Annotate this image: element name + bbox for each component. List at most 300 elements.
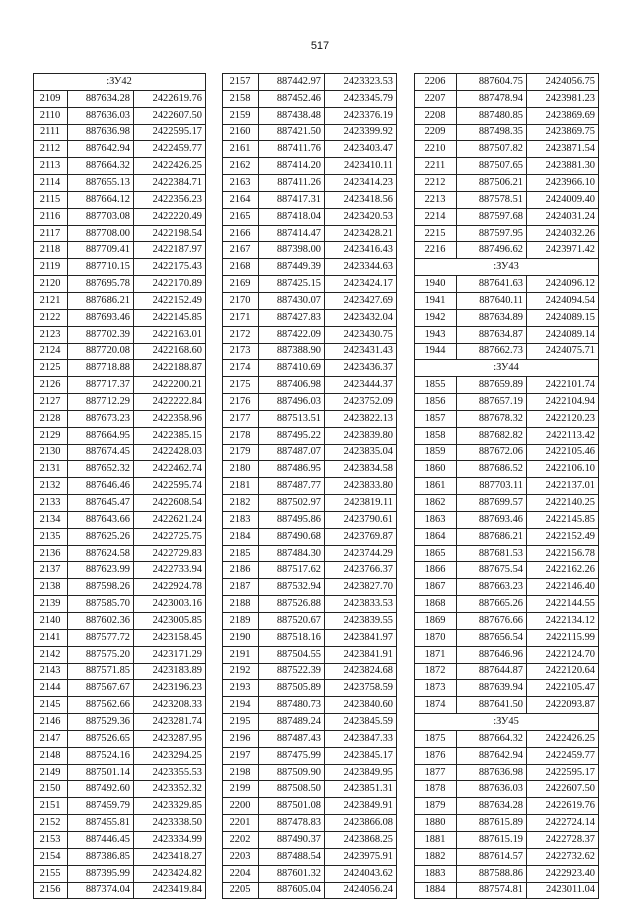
- table-row: [415, 680, 599, 697]
- x-coordinate-cell: 887703.11: [457, 478, 527, 495]
- table-row: [415, 848, 599, 865]
- y-coordinate-cell: 2423840.60: [325, 697, 397, 714]
- table-row: [223, 427, 397, 444]
- y-coordinate-cell: 2423338.50: [134, 815, 206, 832]
- table-row: [34, 680, 206, 697]
- y-coordinate-cell: 2422137.01: [527, 478, 599, 495]
- point-number-cell: 2196: [223, 730, 259, 747]
- point-number-cell: 2151: [34, 798, 68, 815]
- y-coordinate-cell: 2423835.04: [325, 444, 397, 461]
- table-row: [415, 124, 599, 141]
- table-row: [415, 461, 599, 478]
- y-coordinate-cell: 2422619.76: [527, 798, 599, 815]
- point-number-cell: 2171: [223, 309, 259, 326]
- x-coordinate-cell: 887524.16: [68, 747, 134, 764]
- coordinates-table-1: [33, 73, 206, 899]
- y-coordinate-cell: 2422152.49: [134, 292, 206, 309]
- x-coordinate-cell: 887459.79: [68, 798, 134, 815]
- x-coordinate-cell: 887665.26: [457, 596, 527, 613]
- point-number-cell: 2149: [34, 764, 68, 781]
- table-row: [223, 865, 397, 882]
- y-coordinate-cell: 2422222.84: [134, 394, 206, 411]
- y-coordinate-cell: 2424089.14: [527, 326, 599, 343]
- x-coordinate-cell: 887526.88: [259, 596, 325, 613]
- y-coordinate-cell: 2423851.31: [325, 781, 397, 798]
- table-row: [34, 697, 206, 714]
- y-coordinate-cell: 2422725.75: [134, 528, 206, 545]
- point-number-cell: 2185: [223, 545, 259, 562]
- x-coordinate-cell: 887487.43: [259, 730, 325, 747]
- table-row: [34, 730, 206, 747]
- y-coordinate-cell: 2422595.17: [134, 124, 206, 141]
- page-number: 517: [310, 40, 330, 52]
- x-coordinate-cell: 887624.58: [68, 545, 134, 562]
- table-row: [415, 629, 599, 646]
- x-coordinate-cell: 887652.32: [68, 461, 134, 478]
- table-row: [223, 882, 397, 899]
- x-coordinate-cell: 887505.89: [259, 680, 325, 697]
- y-coordinate-cell: 2422120.23: [527, 410, 599, 427]
- point-number-cell: 2147: [34, 730, 68, 747]
- table-row: [34, 478, 206, 495]
- x-coordinate-cell: 887496.62: [457, 242, 527, 259]
- table-row: [223, 444, 397, 461]
- y-coordinate-cell: 2422115.99: [527, 629, 599, 646]
- point-number-cell: 1884: [415, 882, 457, 899]
- table-row: [415, 562, 599, 579]
- y-coordinate-cell: 2422105.46: [527, 444, 599, 461]
- y-coordinate-cell: 2423287.95: [134, 730, 206, 747]
- table-row: [34, 158, 206, 175]
- y-coordinate-cell: 2423869.69: [527, 107, 599, 124]
- y-coordinate-cell: 2423841.97: [325, 629, 397, 646]
- y-coordinate-cell: 2423430.75: [325, 326, 397, 343]
- parcel-label: :ЗУ44: [415, 360, 599, 377]
- y-coordinate-cell: 2422608.54: [134, 495, 206, 512]
- y-coordinate-cell: 2422459.77: [134, 141, 206, 158]
- point-number-cell: 2155: [34, 865, 68, 882]
- y-coordinate-cell: 2423881.30: [527, 158, 599, 175]
- x-coordinate-cell: 887712.29: [68, 394, 134, 411]
- x-coordinate-cell: 887574.81: [457, 882, 527, 899]
- table-row: [34, 511, 206, 528]
- y-coordinate-cell: 2423424.17: [325, 276, 397, 293]
- point-number-cell: 2180: [223, 461, 259, 478]
- point-number-cell: 1943: [415, 326, 457, 343]
- y-coordinate-cell: 2423418.56: [325, 191, 397, 208]
- y-coordinate-cell: 2423769.87: [325, 528, 397, 545]
- table-row: [34, 865, 206, 882]
- table-row: [223, 377, 397, 394]
- y-coordinate-cell: 2423183.89: [134, 663, 206, 680]
- y-coordinate-cell: 2424056.24: [325, 882, 397, 899]
- table-row: [415, 242, 599, 259]
- point-number-cell: 1856: [415, 394, 457, 411]
- table-row: [223, 276, 397, 293]
- y-coordinate-cell: 2423419.84: [134, 882, 206, 899]
- y-coordinate-cell: 2423866.08: [325, 815, 397, 832]
- y-coordinate-cell: 2423294.25: [134, 747, 206, 764]
- table-row: [223, 478, 397, 495]
- y-coordinate-cell: 2422145.85: [134, 309, 206, 326]
- point-number-cell: 2125: [34, 360, 68, 377]
- table-row: [415, 276, 599, 293]
- y-coordinate-cell: 2423403.47: [325, 141, 397, 158]
- table-row: [415, 444, 599, 461]
- x-coordinate-cell: 887646.46: [68, 478, 134, 495]
- table-row: [223, 343, 397, 360]
- table-row: [415, 495, 599, 512]
- y-coordinate-cell: 2423428.21: [325, 225, 397, 242]
- table-row: [223, 697, 397, 714]
- x-coordinate-cell: 887501.14: [68, 764, 134, 781]
- x-coordinate-cell: 887422.09: [259, 326, 325, 343]
- x-coordinate-cell: 887708.00: [68, 225, 134, 242]
- y-coordinate-cell: 2424056.75: [527, 74, 599, 91]
- x-coordinate-cell: 887588.86: [457, 865, 527, 882]
- point-number-cell: 2184: [223, 528, 259, 545]
- point-number-cell: 1860: [415, 461, 457, 478]
- y-coordinate-cell: 2423849.91: [325, 798, 397, 815]
- point-number-cell: 2189: [223, 613, 259, 630]
- point-number-cell: 1881: [415, 831, 457, 848]
- table-row: [415, 410, 599, 427]
- table-row: [415, 747, 599, 764]
- x-coordinate-cell: 887601.32: [259, 865, 325, 882]
- x-coordinate-cell: 887417.31: [259, 191, 325, 208]
- point-number-cell: 2119: [34, 259, 68, 276]
- point-number-cell: 2159: [223, 107, 259, 124]
- y-coordinate-cell: 2422621.24: [134, 511, 206, 528]
- table-row: [223, 225, 397, 242]
- point-number-cell: 1861: [415, 478, 457, 495]
- point-number-cell: 1873: [415, 680, 457, 697]
- y-coordinate-cell: 2423827.70: [325, 579, 397, 596]
- y-coordinate-cell: 2423839.80: [325, 427, 397, 444]
- table-row: [34, 882, 206, 899]
- table-row: [415, 158, 599, 175]
- y-coordinate-cell: 2422356.23: [134, 191, 206, 208]
- parcel-label: :ЗУ42: [34, 74, 206, 91]
- point-number-cell: 2114: [34, 175, 68, 192]
- y-coordinate-cell: 2422101.74: [527, 377, 599, 394]
- table-row: [34, 815, 206, 832]
- y-coordinate-cell: 2423766.37: [325, 562, 397, 579]
- point-number-cell: 2213: [415, 191, 457, 208]
- y-coordinate-cell: 2423839.55: [325, 613, 397, 630]
- y-coordinate-cell: 2424096.12: [527, 276, 599, 293]
- y-coordinate-cell: 2423420.53: [325, 208, 397, 225]
- table-row: [415, 478, 599, 495]
- y-coordinate-cell: 2422105.47: [527, 680, 599, 697]
- table-row: [223, 680, 397, 697]
- y-coordinate-cell: 2423444.37: [325, 377, 397, 394]
- y-coordinate-cell: 2423841.91: [325, 646, 397, 663]
- x-coordinate-cell: 887410.69: [259, 360, 325, 377]
- y-coordinate-cell: 2423871.54: [527, 141, 599, 158]
- y-coordinate-cell: 2424032.26: [527, 225, 599, 242]
- point-number-cell: 2176: [223, 394, 259, 411]
- table-row: [34, 562, 206, 579]
- table-row: [34, 764, 206, 781]
- y-coordinate-cell: 2423431.43: [325, 343, 397, 360]
- x-coordinate-cell: 887710.15: [68, 259, 134, 276]
- table-row: [223, 309, 397, 326]
- table-row: [223, 107, 397, 124]
- coordinates-table-3: [414, 73, 599, 899]
- table-row: [34, 427, 206, 444]
- point-number-cell: 2111: [34, 124, 68, 141]
- table-row: [223, 158, 397, 175]
- table-row: [223, 360, 397, 377]
- y-coordinate-cell: 2422595.17: [527, 764, 599, 781]
- x-coordinate-cell: 887641.50: [457, 697, 527, 714]
- table-row: [223, 798, 397, 815]
- y-coordinate-cell: 2423758.59: [325, 680, 397, 697]
- point-number-cell: 2130: [34, 444, 68, 461]
- x-coordinate-cell: 887438.48: [259, 107, 325, 124]
- x-coordinate-cell: 887496.03: [259, 394, 325, 411]
- point-number-cell: 2188: [223, 596, 259, 613]
- table-row: [34, 798, 206, 815]
- point-number-cell: 2145: [34, 697, 68, 714]
- table-row: [223, 730, 397, 747]
- point-number-cell: 2187: [223, 579, 259, 596]
- table-row: [415, 74, 599, 91]
- x-coordinate-cell: 887498.35: [457, 124, 527, 141]
- point-number-cell: 2134: [34, 511, 68, 528]
- table-row: [223, 511, 397, 528]
- y-coordinate-cell: 2423824.68: [325, 663, 397, 680]
- y-coordinate-cell: 2422198.54: [134, 225, 206, 242]
- y-coordinate-cell: 2423981.23: [527, 90, 599, 107]
- x-coordinate-cell: 887645.47: [68, 495, 134, 512]
- x-coordinate-cell: 887490.68: [259, 528, 325, 545]
- point-number-cell: 1878: [415, 781, 457, 798]
- table-row: [415, 882, 599, 899]
- point-number-cell: 1870: [415, 629, 457, 646]
- x-coordinate-cell: 887517.62: [259, 562, 325, 579]
- x-coordinate-cell: 887640.11: [457, 292, 527, 309]
- table-row: [415, 208, 599, 225]
- x-coordinate-cell: 887598.26: [68, 579, 134, 596]
- point-number-cell: 2121: [34, 292, 68, 309]
- point-number-cell: 1859: [415, 444, 457, 461]
- point-number-cell: 2190: [223, 629, 259, 646]
- point-number-cell: 2123: [34, 326, 68, 343]
- y-coordinate-cell: 2424043.62: [325, 865, 397, 882]
- y-coordinate-cell: 2422120.64: [527, 663, 599, 680]
- x-coordinate-cell: 887488.54: [259, 848, 325, 865]
- x-coordinate-cell: 887501.08: [259, 798, 325, 815]
- parcel-header-row: [415, 360, 599, 377]
- point-number-cell: 2116: [34, 208, 68, 225]
- y-coordinate-cell: 2422595.74: [134, 478, 206, 495]
- y-coordinate-cell: 2422113.42: [527, 427, 599, 444]
- y-coordinate-cell: 2424089.15: [527, 309, 599, 326]
- x-coordinate-cell: 887480.85: [457, 107, 527, 124]
- x-coordinate-cell: 887699.57: [457, 495, 527, 512]
- y-coordinate-cell: 2422200.21: [134, 377, 206, 394]
- table-row: [34, 714, 206, 731]
- y-coordinate-cell: 2422093.87: [527, 697, 599, 714]
- x-coordinate-cell: 887398.00: [259, 242, 325, 259]
- table-row: [415, 528, 599, 545]
- point-number-cell: 2200: [223, 798, 259, 815]
- table-row: [34, 242, 206, 259]
- point-number-cell: 2211: [415, 158, 457, 175]
- y-coordinate-cell: 2422426.25: [134, 158, 206, 175]
- y-coordinate-cell: 2423329.85: [134, 798, 206, 815]
- point-number-cell: 2137: [34, 562, 68, 579]
- table-row: [223, 394, 397, 411]
- table-row: [223, 764, 397, 781]
- table-row: [223, 124, 397, 141]
- x-coordinate-cell: 887374.04: [68, 882, 134, 899]
- point-number-cell: 1855: [415, 377, 457, 394]
- parcel-header-row: [415, 714, 599, 731]
- x-coordinate-cell: 887664.32: [457, 730, 527, 747]
- x-coordinate-cell: 887605.04: [259, 882, 325, 899]
- y-coordinate-cell: 2423410.11: [325, 158, 397, 175]
- x-coordinate-cell: 887693.46: [68, 309, 134, 326]
- x-coordinate-cell: 887585.70: [68, 596, 134, 613]
- y-coordinate-cell: 2423196.23: [134, 680, 206, 697]
- x-coordinate-cell: 887442.97: [259, 74, 325, 91]
- y-coordinate-cell: 2422146.40: [527, 579, 599, 596]
- y-coordinate-cell: 2422124.70: [527, 646, 599, 663]
- table-row: [223, 815, 397, 832]
- table-row: [415, 175, 599, 192]
- coordinates-table-2: [222, 73, 397, 899]
- table-row: [34, 596, 206, 613]
- y-coordinate-cell: 2423323.53: [325, 74, 397, 91]
- point-number-cell: 2169: [223, 276, 259, 293]
- y-coordinate-cell: 2422619.76: [134, 90, 206, 107]
- x-coordinate-cell: 887518.16: [259, 629, 325, 646]
- y-coordinate-cell: 2423833.53: [325, 596, 397, 613]
- parcel-label: :ЗУ45: [415, 714, 599, 731]
- x-coordinate-cell: 887718.88: [68, 360, 134, 377]
- table-row: [415, 90, 599, 107]
- table-row: [415, 646, 599, 663]
- point-number-cell: 2163: [223, 175, 259, 192]
- point-number-cell: 2203: [223, 848, 259, 865]
- table-row: [34, 663, 206, 680]
- point-number-cell: 2191: [223, 646, 259, 663]
- y-coordinate-cell: 2422156.78: [527, 545, 599, 562]
- point-number-cell: 2209: [415, 124, 457, 141]
- table-row: [223, 74, 397, 91]
- x-coordinate-cell: 887509.90: [259, 764, 325, 781]
- x-coordinate-cell: 887676.66: [457, 613, 527, 630]
- x-coordinate-cell: 887495.86: [259, 511, 325, 528]
- table-row: [415, 798, 599, 815]
- x-coordinate-cell: 887486.95: [259, 461, 325, 478]
- y-coordinate-cell: 2422385.15: [134, 427, 206, 444]
- point-number-cell: 1882: [415, 848, 457, 865]
- x-coordinate-cell: 887446.45: [68, 831, 134, 848]
- x-coordinate-cell: 887567.67: [68, 680, 134, 697]
- x-coordinate-cell: 887709.41: [68, 242, 134, 259]
- x-coordinate-cell: 887720.08: [68, 343, 134, 360]
- point-number-cell: 1858: [415, 427, 457, 444]
- y-coordinate-cell: 2422732.62: [527, 848, 599, 865]
- table-row: [34, 781, 206, 798]
- point-number-cell: 2199: [223, 781, 259, 798]
- point-number-cell: 2117: [34, 225, 68, 242]
- y-coordinate-cell: 2422607.50: [527, 781, 599, 798]
- point-number-cell: 2194: [223, 697, 259, 714]
- y-coordinate-cell: 2422459.77: [527, 747, 599, 764]
- table-row: [223, 191, 397, 208]
- y-coordinate-cell: 2423744.29: [325, 545, 397, 562]
- y-coordinate-cell: 2423416.43: [325, 242, 397, 259]
- y-coordinate-cell: 2423352.32: [134, 781, 206, 798]
- y-coordinate-cell: 2422384.71: [134, 175, 206, 192]
- x-coordinate-cell: 887504.55: [259, 646, 325, 663]
- point-number-cell: 2129: [34, 427, 68, 444]
- x-coordinate-cell: 887406.98: [259, 377, 325, 394]
- point-number-cell: 1941: [415, 292, 457, 309]
- y-coordinate-cell: 2422145.85: [527, 511, 599, 528]
- table-row: [34, 444, 206, 461]
- x-coordinate-cell: 887695.78: [68, 276, 134, 293]
- point-number-cell: 2141: [34, 629, 68, 646]
- x-coordinate-cell: 887642.94: [68, 141, 134, 158]
- table-row: [223, 292, 397, 309]
- y-coordinate-cell: 2423436.37: [325, 360, 397, 377]
- table-row: [223, 461, 397, 478]
- x-coordinate-cell: 887529.36: [68, 714, 134, 731]
- x-coordinate-cell: 887636.03: [68, 107, 134, 124]
- point-number-cell: 2115: [34, 191, 68, 208]
- point-number-cell: 2210: [415, 141, 457, 158]
- table-row: [34, 208, 206, 225]
- point-number-cell: 1871: [415, 646, 457, 663]
- y-coordinate-cell: 2423790.61: [325, 511, 397, 528]
- table-row: [223, 545, 397, 562]
- x-coordinate-cell: 887656.54: [457, 629, 527, 646]
- table-row: [223, 175, 397, 192]
- y-coordinate-cell: 2423418.27: [134, 848, 206, 865]
- x-coordinate-cell: 887455.81: [68, 815, 134, 832]
- x-coordinate-cell: 887717.37: [68, 377, 134, 394]
- point-number-cell: 2215: [415, 225, 457, 242]
- table-row: [415, 394, 599, 411]
- x-coordinate-cell: 887634.89: [457, 309, 527, 326]
- x-coordinate-cell: 887495.22: [259, 427, 325, 444]
- point-number-cell: 2132: [34, 478, 68, 495]
- point-number-cell: 2112: [34, 141, 68, 158]
- table-row: [415, 377, 599, 394]
- x-coordinate-cell: 887625.26: [68, 528, 134, 545]
- y-coordinate-cell: 2423345.79: [325, 90, 397, 107]
- point-number-cell: 1864: [415, 528, 457, 545]
- table-row: [34, 141, 206, 158]
- y-coordinate-cell: 2423414.23: [325, 175, 397, 192]
- y-coordinate-cell: 2423822.13: [325, 410, 397, 427]
- x-coordinate-cell: 887487.07: [259, 444, 325, 461]
- table-row: [34, 394, 206, 411]
- table-row: [223, 141, 397, 158]
- point-number-cell: 2152: [34, 815, 68, 832]
- table-row: [34, 124, 206, 141]
- point-number-cell: 2161: [223, 141, 259, 158]
- x-coordinate-cell: 887386.85: [68, 848, 134, 865]
- y-coordinate-cell: 2423399.92: [325, 124, 397, 141]
- y-coordinate-cell: 2422729.83: [134, 545, 206, 562]
